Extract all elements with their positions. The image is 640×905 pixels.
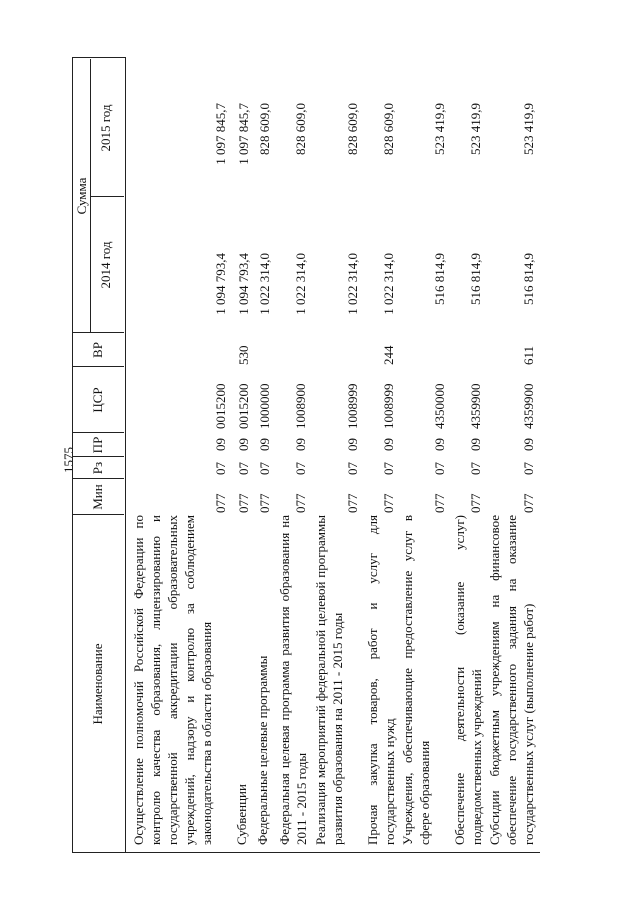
row-rz: 07: [468, 462, 483, 475]
row-rz: 07: [345, 462, 360, 475]
header-summa: Сумма: [74, 177, 89, 215]
row-csr: 0015200: [213, 383, 228, 429]
header-2015: 2015 год: [98, 104, 113, 152]
row-amount-2014: 516 814,9: [521, 253, 536, 305]
table-row: [233, 59, 253, 853]
row-rz: 07: [236, 462, 251, 475]
row-pr: 09: [381, 438, 396, 451]
row-amount-2014: 516 814,9: [432, 253, 447, 305]
row-amount-2015: 828 609,0: [293, 103, 308, 155]
row-csr: 1008999: [381, 383, 396, 429]
row-min: 077: [345, 493, 360, 513]
row-min: 077: [236, 493, 251, 513]
header-csr: ЦСР: [90, 387, 105, 413]
row-csr: 4350000: [432, 383, 447, 429]
row-amount-2014: 1 094 793,4: [213, 253, 228, 315]
row-amount-2015: 523 419,9: [521, 103, 536, 155]
row-vr: 611: [521, 345, 536, 365]
row-pr: 09: [293, 438, 308, 451]
header-min: Мин: [90, 484, 105, 510]
row-csr: 4359900: [468, 383, 483, 429]
row-vr: 244: [381, 345, 396, 365]
row-name: Субсидии бюджетным учреждениям на финансовое обеспечение государственного задания на оказание государственных услуг (выполнение работ): [487, 515, 536, 845]
row-amount-2014: 1 022 314,0: [381, 253, 396, 315]
header-name: Наименование: [90, 643, 105, 725]
row-amount-2015: 523 419,9: [432, 103, 447, 155]
row-amount-2015: 828 609,0: [345, 103, 360, 155]
row-name: Прочая закупка товаров, работ и услуг для государственных нужд: [365, 515, 397, 845]
row-amount-2014: 1 022 314,0: [345, 253, 360, 315]
row-rz: 07: [381, 462, 396, 475]
table-row: [254, 59, 274, 853]
row-vr: 530: [236, 345, 251, 365]
row-name: Реализация мероприятий федеральной целевой программы развития образования на 2011 - 2015 годы: [313, 515, 345, 845]
row-pr: 09: [213, 438, 228, 451]
row-csr: 0015200: [236, 383, 251, 429]
row-amount-2015: 828 609,0: [257, 103, 272, 155]
table-row: [451, 59, 485, 853]
row-rz: 07: [257, 462, 272, 475]
page-number: 1575: [61, 447, 76, 473]
row-name: Осуществление полномочий Российской Федерации по контролю качества образования, лицензированию и государственной аккредитации образовательных учреждений, надзору и контролю за соблюдением законодательства в области образования: [131, 515, 214, 845]
table-row: [130, 59, 230, 853]
row-name: Федеральная целевая программа развития образования на 2011 - 2015 годы: [277, 515, 309, 845]
table-row: [486, 59, 538, 853]
row-rz: 07: [213, 462, 228, 475]
row-amount-2015: 523 419,9: [468, 103, 483, 155]
table-row: [399, 59, 449, 853]
row-amount-2014: 516 814,9: [468, 253, 483, 305]
header-vr: ВР: [90, 342, 105, 358]
row-amount-2014: 1 022 314,0: [257, 253, 272, 315]
row-rz: 07: [293, 462, 308, 475]
row-amount-2015: 1 097 845,7: [236, 103, 251, 165]
row-pr: 09: [432, 438, 447, 451]
row-amount-2015: 1 097 845,7: [213, 103, 228, 165]
row-csr: 1008999: [345, 383, 360, 429]
table-row: [364, 59, 398, 853]
header-2014: 2014 год: [98, 241, 113, 289]
row-name: Субвенции: [234, 784, 249, 845]
row-pr: 09: [236, 438, 251, 451]
table-row: [276, 59, 310, 853]
row-min: 077: [468, 493, 483, 513]
row-amount-2014: 1 094 793,4: [236, 253, 251, 315]
row-rz: 07: [521, 462, 536, 475]
row-name: Учреждения, обеспечивающие предоставление услуг в сфере образования: [400, 515, 432, 845]
rotated-page: [58, 0, 618, 905]
row-pr: 09: [468, 438, 483, 451]
table-row: [312, 59, 362, 853]
row-pr: 09: [257, 438, 272, 451]
row-pr: 09: [345, 438, 360, 451]
header-pr: ПР: [90, 436, 105, 454]
row-min: 077: [257, 493, 272, 513]
header-rz: Рз: [90, 461, 105, 475]
row-name: Федеральные целевые программы: [255, 655, 270, 845]
row-name: Обеспечение деятельности (оказание услуг) подведомственных учреждений: [452, 515, 484, 845]
row-csr: 4359900: [521, 383, 536, 429]
row-min: 077: [381, 493, 396, 513]
row-csr: 1000000: [257, 383, 272, 429]
row-min: 077: [213, 493, 228, 513]
row-min: 077: [521, 493, 536, 513]
row-pr: 09: [521, 438, 536, 451]
row-csr: 1008900: [293, 383, 308, 429]
row-amount-2014: 1 022 314,0: [293, 253, 308, 315]
table-left-border: [124, 852, 540, 853]
row-min: 077: [293, 493, 308, 513]
row-amount-2015: 828 609,0: [381, 103, 396, 155]
row-min: 077: [432, 493, 447, 513]
row-rz: 07: [432, 462, 447, 475]
